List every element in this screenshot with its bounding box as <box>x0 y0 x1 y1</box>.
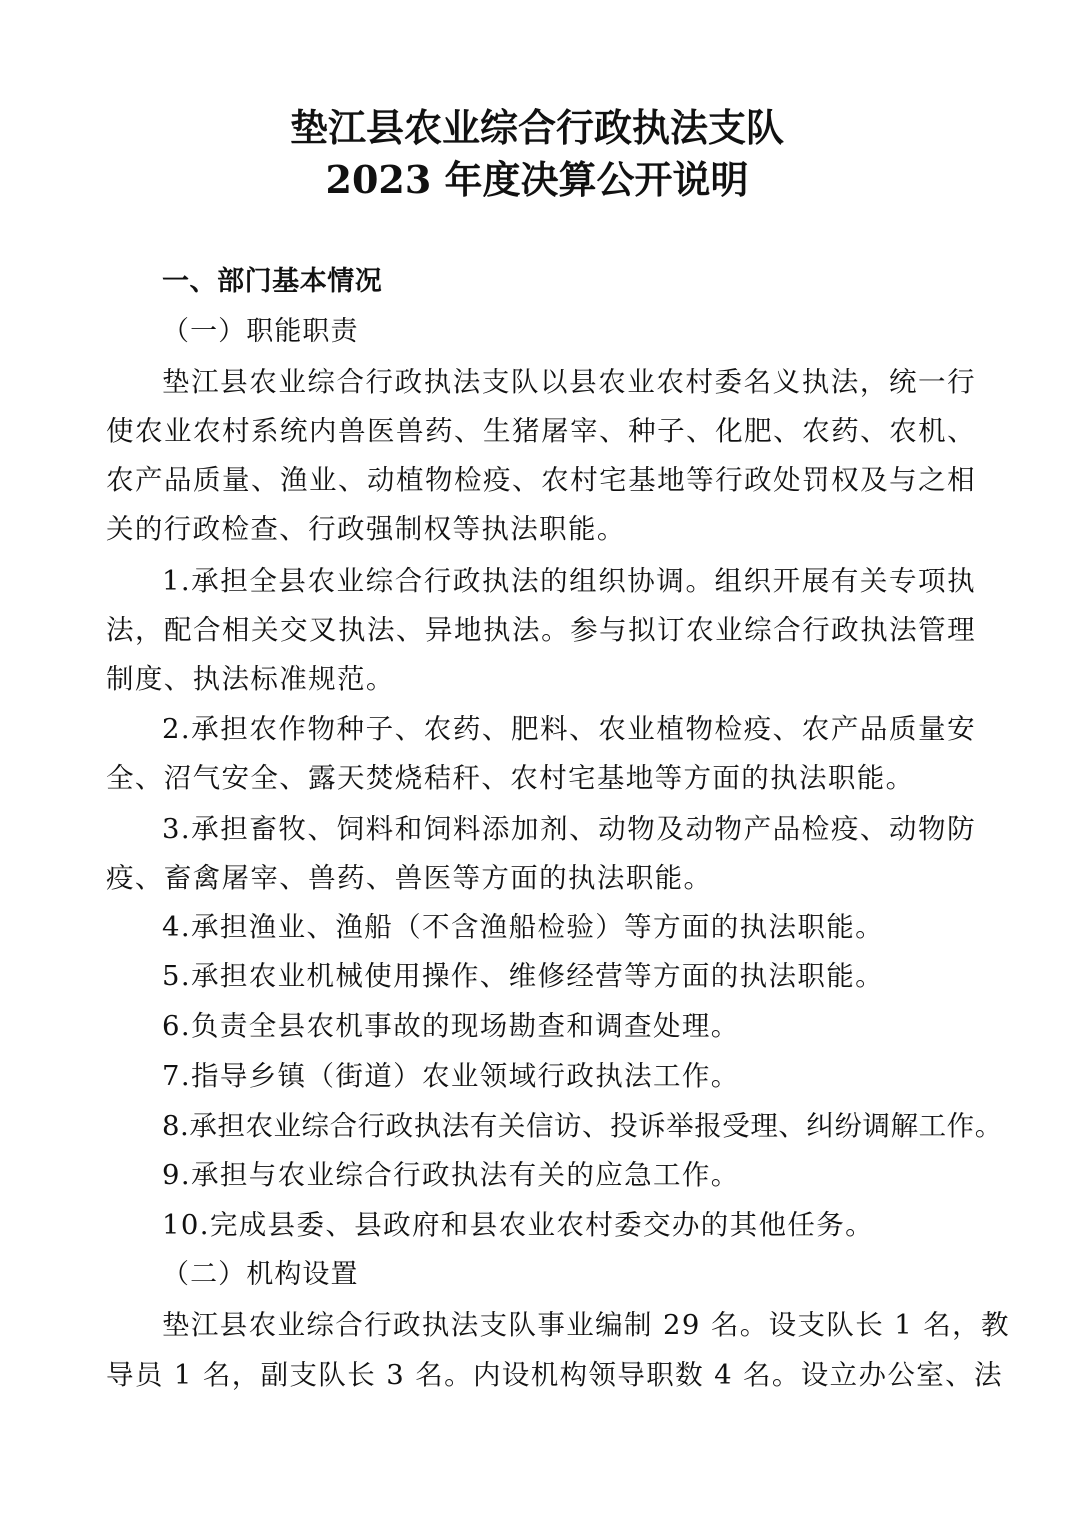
list-item-2-line: 2.承担农作物种子、农药、肥料、农业植物检疫、农产品质量安 <box>162 713 976 745</box>
list-item-1-line: 制度、执法标准规范。 <box>106 663 395 695</box>
list-item-3-line: 3.承担畜牧、饲料和饲料添加剂、动物及动物产品检疫、动物防 <box>162 813 976 845</box>
list-item-1-line: 法，配合相关交叉执法、异地执法。参与拟订农业综合行政执法管理 <box>106 614 976 646</box>
paragraph-line: 使农业农村系统内兽医兽药、生猪屠宰、种子、化肥、农药、农机、 <box>106 415 976 447</box>
list-item-8: 8.承担农业综合行政执法有关信访、投诉举报受理、纠纷调解工作。 <box>162 1110 1003 1142</box>
list-item-10: 10.完成县委、县政府和县农业农村委交办的其他任务。 <box>162 1209 874 1241</box>
paragraph-line: 垫江县农业综合行政执法支队事业编制 29 名。设支队长 1 名，教 <box>162 1309 1010 1341</box>
list-item-1-line: 1.承担全县农业综合行政执法的组织协调。组织开展有关专项执 <box>162 565 976 597</box>
paragraph-line: 垫江县农业综合行政执法支队以县农业农村委名义执法，统一行 <box>162 366 976 398</box>
paragraph-line: 农产品质量、渔业、动植物检疫、农村宅基地等行政处罚权及与之相 <box>106 464 976 496</box>
list-item-2-line: 全、沼气安全、露天焚烧秸秆、农村宅基地等方面的执法职能。 <box>106 762 915 794</box>
paragraph-line: 关的行政检查、行政强制权等执法职能。 <box>106 513 626 545</box>
list-item-3-line: 疫、畜禽屠宰、兽药、兽医等方面的执法职能。 <box>106 862 713 894</box>
list-item-4: 4.承担渔业、渔船（不含渔船检验）等方面的执法职能。 <box>162 911 884 943</box>
list-item-6: 6.负责全县农机事故的现场勘查和调查处理。 <box>162 1010 740 1042</box>
document-title-line2: 2023 年度决算公开说明 <box>325 157 749 202</box>
list-item-5: 5.承担农业机械使用操作、维修经营等方面的执法职能。 <box>162 960 884 992</box>
section-heading-department-basics: 一、部门基本情况 <box>162 266 383 297</box>
list-item-9: 9.承担与农业综合行政执法有关的应急工作。 <box>162 1159 740 1191</box>
document-title-line1: 垫江县农业综合行政执法支队 <box>289 105 784 150</box>
subsection-heading-functions: （一）职能职责 <box>162 316 359 347</box>
subsection-heading-organization: （二）机构设置 <box>162 1259 359 1290</box>
list-item-7: 7.指导乡镇（街道）农业领域行政执法工作。 <box>162 1060 740 1092</box>
paragraph-line: 导员 1 名，副支队长 3 名。内设机构领导职数 4 名。设立办公室、法 <box>106 1359 1003 1391</box>
